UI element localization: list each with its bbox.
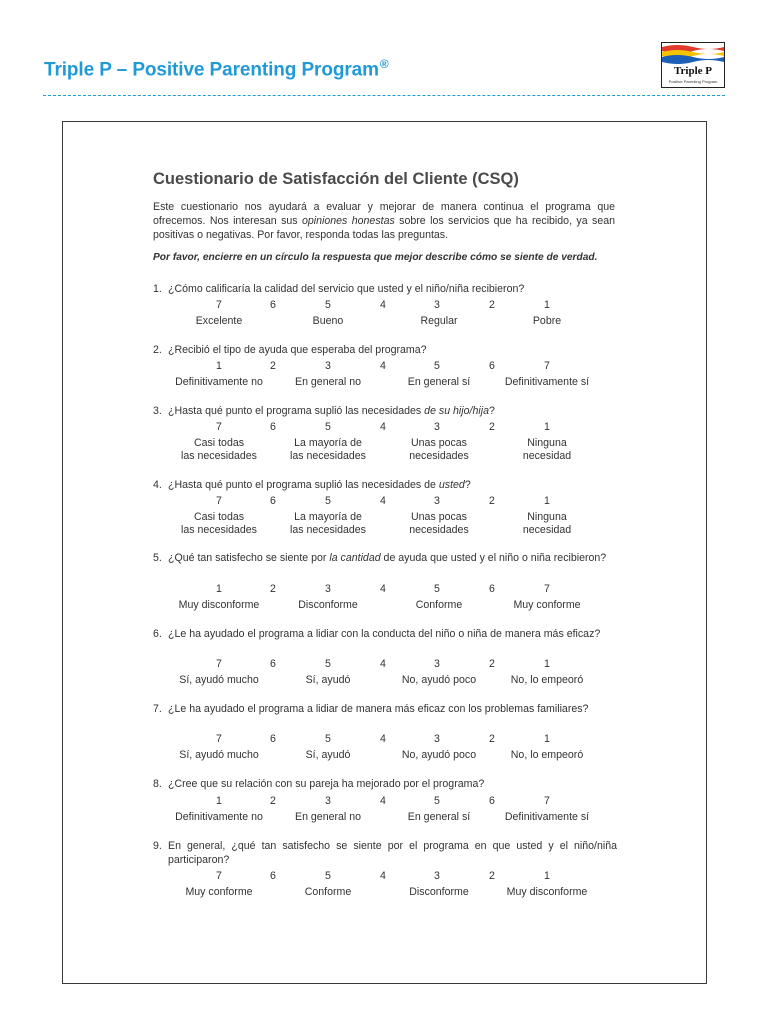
rating-label-line: Casi todas [193,437,245,449]
rating-label [482,511,612,537]
question-text [168,551,617,565]
rating-label-line: las necesidades [290,450,366,462]
header-divider [43,95,725,96]
rating-option[interactable]: 7 [544,795,550,807]
rating-option[interactable]: 5 [325,495,331,507]
rating-option[interactable]: 2 [489,733,495,745]
question-text [168,404,617,418]
intro-text-2: sobre los servicios que ha recibido, ya sean positivas o negativas. Por favor, responda todas las preguntas. [153,215,616,241]
question-text-after: ? [464,479,471,491]
rating-label [482,674,612,687]
question-text: ¿Le ha ayudado el programa a lidiar con la conducta del niño o niña de manera más eficaz? [168,628,601,640]
question-text: ¿Cree que su relación con su pareja ha mejorado por el programa? [168,778,485,790]
rating-label-line: En general sí [407,811,471,823]
rating-option[interactable]: 4 [380,658,386,670]
rating-label-line: No, lo empeoró [510,674,584,686]
rating-option[interactable]: 4 [380,299,386,311]
question-number: 1. [153,283,162,295]
rating-label-line: No, lo empeoró [510,749,584,761]
triple-p-logo [661,42,725,88]
registered-mark: ® [379,57,389,71]
question-number: 9. [153,840,162,852]
rating-option[interactable]: 3 [434,299,440,311]
rating-option[interactable]: 1 [216,583,222,595]
rating-option[interactable]: 5 [434,795,440,807]
rating-option[interactable]: 1 [216,795,222,807]
question-text-before: ¿Hasta qué punto el programa suplió las necesidades de [168,479,439,491]
rating-label-line: Muy conforme [513,599,581,611]
rating-option[interactable]: 6 [270,658,276,670]
rating-label-line: Unas pocas [411,511,467,523]
rating-label-line: las necesidades [290,524,366,536]
rating-option[interactable]: 7 [544,583,550,595]
rating-label [482,437,612,463]
rating-label [482,599,612,612]
rating-option[interactable]: 5 [325,421,331,433]
question-2 [153,343,617,357]
rating-option[interactable]: 5 [325,658,331,670]
rating-option[interactable]: 2 [489,421,495,433]
rating-option[interactable]: 6 [270,299,276,311]
question-text-before: ¿Qué tan satisfecho se siente por [168,552,330,564]
rating-label-line: necesidad [522,524,572,536]
logo-wordmark: Triple P [674,65,712,77]
rating-option[interactable]: 2 [489,495,495,507]
rating-label-line: Disconforme [298,599,358,611]
rating-label-line: La mayoría de [294,437,362,449]
rating-option[interactable]: 2 [270,360,276,372]
questionnaire-title: Cuestionario de Satisfacción del Cliente (CSQ) [153,170,519,188]
rating-option[interactable]: 5 [434,360,440,372]
program-name: Triple P – Positive Parenting Program [44,59,379,81]
question-text-after: de ayuda que usted y el niño o niña recibieron? [380,552,607,564]
question-text: ¿Cómo calificaría la calidad del servicio que usted y el niño/niña recibieron? [168,283,525,295]
rating-label-line: Sí, ayudó mucho [179,674,259,686]
rating-option[interactable]: 3 [325,583,331,595]
rating-label-line: Conforme [304,886,352,898]
intro-paragraph [153,200,615,242]
question-number: 4. [153,479,162,491]
rating-label-line: No, ayudó poco [401,674,477,686]
rating-option[interactable]: 6 [270,421,276,433]
question-number: 7. [153,703,162,715]
rating-label-line: necesidades [409,524,469,536]
rating-option[interactable]: 5 [325,870,331,882]
rating-option[interactable]: 6 [270,495,276,507]
question-text-before: ¿Hasta qué punto el programa suplió las necesidades [168,405,425,417]
rating-option[interactable]: 3 [434,658,440,670]
question-text: En general, ¿qué tan satisfecho se siente por el programa en que usted y el niño/niña participaron? [168,840,617,866]
rating-option[interactable]: 1 [544,733,550,745]
rating-label-line: La mayoría de [294,511,362,523]
question-number: 3. [153,405,162,417]
rating-option[interactable]: 4 [380,870,386,882]
question-8 [153,777,617,791]
rating-option[interactable]: 1 [544,658,550,670]
question-1 [153,282,617,296]
rating-label-line: En general no [295,376,361,388]
rating-option[interactable]: 2 [270,583,276,595]
rating-label-line: Casi todas [193,511,245,523]
rating-option[interactable]: 4 [380,583,386,595]
rating-option[interactable]: 4 [380,495,386,507]
rating-label-line: Disconforme [409,886,469,898]
question-number: 2. [153,344,162,356]
rating-option[interactable]: 6 [270,870,276,882]
rating-label-line: Definitivamente no [175,811,263,823]
question-number: 6. [153,628,162,640]
rating-option[interactable]: 4 [380,733,386,745]
rating-label-line: Unas pocas [411,437,467,449]
question-text-emphasis: usted [438,479,465,491]
rating-option[interactable]: 7 [216,495,222,507]
rating-label-line: No, ayudó poco [401,749,477,761]
question-text: ¿Recibió el tipo de ayuda que esperaba del programa? [168,344,427,356]
question-5 [153,551,617,565]
rating-label-line: necesidad [522,450,572,462]
rating-option[interactable]: 1 [216,360,222,372]
rating-label-line: Sí, ayudó [305,674,351,686]
rating-option[interactable]: 7 [216,870,222,882]
question-text-after: ? [488,405,495,417]
rating-label [482,886,612,899]
logo-tagline: Positive Parenting Program [668,79,718,84]
rating-label-line: Ninguna [527,437,567,449]
rating-option[interactable]: 7 [216,421,222,433]
rating-label-line: Ninguna [527,511,567,523]
rating-option[interactable]: 5 [434,583,440,595]
rating-option[interactable]: 6 [489,360,495,372]
rating-option[interactable]: 3 [434,421,440,433]
rating-option[interactable]: 4 [380,360,386,372]
rating-option[interactable]: 7 [216,733,222,745]
rating-option[interactable]: 3 [325,795,331,807]
intro-text-1: Este cuestionario nos ayudará a evaluar y mejorar de manera continua el programa que ofrecemos. Nos interesan sus [153,201,615,227]
question-text-emphasis: de su hijo/hija [424,405,489,417]
rating-label [482,376,612,389]
rating-label-line: Sí, ayudó [305,749,351,761]
rating-label-line: Definitivamente sí [504,811,590,823]
rating-label-line: Excelente [195,315,243,327]
question-text [168,478,617,492]
rating-label-line: las necesidades [181,524,257,536]
rating-label-line: Sí, ayudó mucho [179,749,259,761]
question-7 [153,702,617,716]
rating-option[interactable]: 1 [544,870,550,882]
rating-label [482,749,612,762]
rating-label-line: Muy conforme [185,886,253,898]
rating-option[interactable]: 3 [434,733,440,745]
rating-option[interactable]: 3 [325,360,331,372]
question-3 [153,404,617,418]
rating-option[interactable]: 7 [216,658,222,670]
rating-option[interactable]: 1 [544,421,550,433]
rating-option[interactable]: 6 [489,583,495,595]
rating-label-line: En general sí [407,376,471,388]
rating-label [482,315,612,328]
rating-label-line: En general no [295,811,361,823]
question-number: 8. [153,778,162,790]
rating-option[interactable]: 2 [270,795,276,807]
rating-option[interactable]: 6 [270,733,276,745]
rating-option[interactable]: 1 [544,299,550,311]
rating-option[interactable]: 5 [325,733,331,745]
rating-label-line: Definitivamente sí [504,376,590,388]
question-9 [153,839,617,867]
rating-option[interactable]: 4 [380,795,386,807]
rating-option[interactable]: 2 [489,658,495,670]
rating-label-line: Bueno [312,315,344,327]
rating-option[interactable]: 7 [216,299,222,311]
rating-label-line: Muy disconforme [178,599,260,611]
page-title [44,57,389,81]
instruction-text: Por favor, encierre en un círculo la respuesta que mejor describe cómo se siente de verdad. [153,252,598,263]
rating-label-line: Muy disconforme [506,886,588,898]
rating-label-line: necesidades [409,450,469,462]
question-4 [153,478,617,492]
intro-emphasis: opiniones honestas [301,215,395,227]
rating-option[interactable]: 1 [544,495,550,507]
rating-option[interactable]: 3 [434,870,440,882]
question-text: ¿Le ha ayudado el programa a lidiar de manera más eficaz con los problemas familiares? [168,703,589,715]
question-6 [153,627,617,641]
rating-option[interactable]: 3 [434,495,440,507]
rating-option[interactable]: 4 [380,421,386,433]
rating-option[interactable]: 7 [544,360,550,372]
rating-label-line: Regular [420,315,458,327]
rating-label [482,811,612,824]
rating-option[interactable]: 2 [489,870,495,882]
rating-option[interactable]: 2 [489,299,495,311]
rating-label-line: las necesidades [181,450,257,462]
rating-label-line: Definitivamente no [175,376,263,388]
question-text-emphasis: la cantidad [329,552,381,564]
rating-option[interactable]: 6 [489,795,495,807]
rating-option[interactable]: 5 [325,299,331,311]
rating-label-line: Conforme [415,599,463,611]
rating-label-line: Pobre [532,315,562,327]
question-number: 5. [153,552,162,564]
